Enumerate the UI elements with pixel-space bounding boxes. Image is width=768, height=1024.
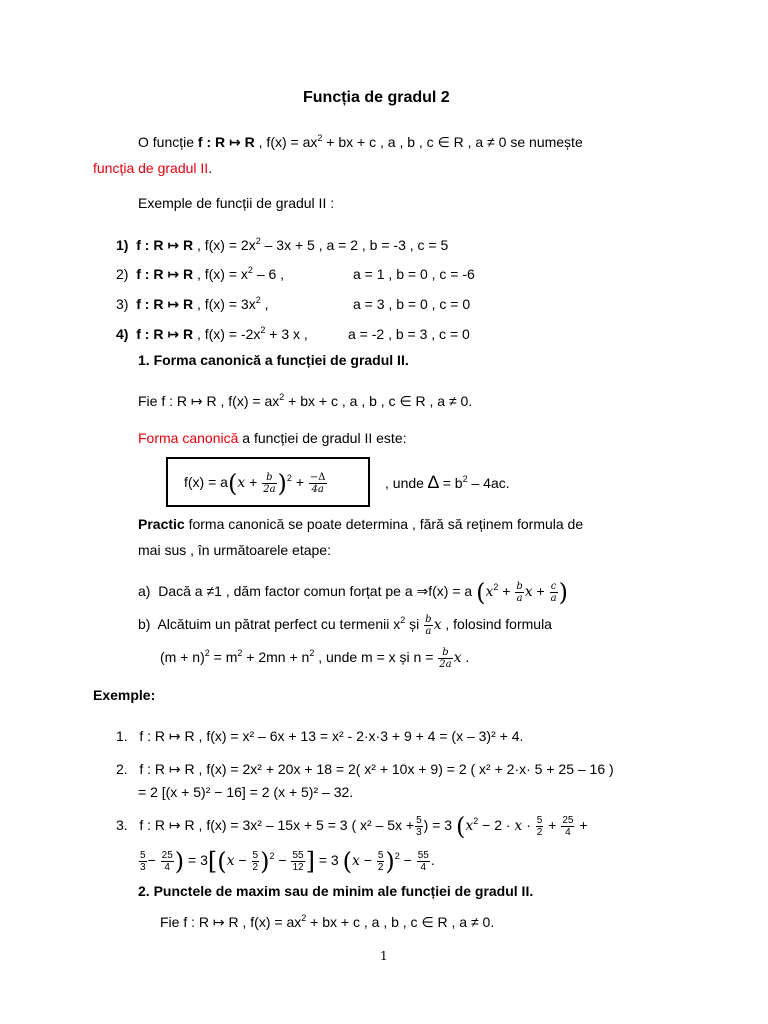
practic-line-2: mai sus , în următoarele etape: xyxy=(138,542,331,558)
section-2-heading: 2. Punctele de maxim sau de minim ale funcției de gradul II. xyxy=(138,883,534,899)
example-coef-4: a = -2 , b = 3 , c = 0 xyxy=(348,326,470,342)
page-title: Funcția de gradul 2 xyxy=(303,89,450,106)
example-item-2: 2) f : R ↦ R , $f(x) = x^2 - 6$ , xyxy=(116,265,285,282)
section-1-definition: Fie f : R ↦ R , $f(x) = ax^2$ + bx + c , a , b , c ∈ R , a ≠ 0. xyxy=(138,392,473,409)
example-item-3: 3) f : R ↦ R , $f(x) = 3x^2$ , xyxy=(116,295,269,312)
intro-line-1: O funcție f : R ↦ R , $f(x) = ax^2$ + bx + c , a , b , c ∈ R , a ≠ 0 se numește xyxy=(138,133,583,150)
example-item-1: 1) f : R ↦ R , $f(x) = 2x^2 - 3x + 5$ , a = 2 , b = -3 , c = 5 xyxy=(116,236,449,253)
example-calc-3-cont: $\frac{5}{3}$ − $\frac{25}{4}$ ) = 3[(x − $\frac{5}{2}$ )$^2$ − $\frac{55}{12}$ ] = 3 (x − $\frac{5}{2}$ )$^2$ − $\frac{55}{4}$ . xyxy=(140,847,435,876)
example-coef-2: a = 1 , b = 0 , c = -6 xyxy=(353,266,475,282)
page-number: 1 xyxy=(380,949,388,963)
example-calc-1: 1. f : R ↦ R , f(x) = x² – 6x + 13 = x² - 2·x·3 + 9 + 4 = (x – 3)² + 4. xyxy=(116,728,524,744)
step-a: a) Dacă a ≠1 , dăm factor comun forțat pe a ⇒f(x) = a ($x^2$ + $\frac{b}{a}$ x + $\frac{c}{a}$ ) xyxy=(138,578,568,607)
exemple-heading: Exemple: xyxy=(93,687,156,703)
section-2-definition: Fie f : R ↦ R , $f(x) = ax^2$ + bx + c , a , b , c ∈ R , a ≠ 0. xyxy=(160,913,495,930)
example-item-4: 4) f : R ↦ R , $f(x) = -2x^2 + 3$ x , xyxy=(116,325,308,342)
example-calc-2: 2. f : R ↦ R , f(x) = 2x² + 20x + 18 = 2( x² + 10x + 9) = 2 ( x² + 2·x· 5 + 25 – 16 ) xyxy=(116,761,614,777)
intro-line-2: funcția de gradul II. xyxy=(93,160,213,176)
section-1-heading: 1. Forma canonică a funcției de gradul II. xyxy=(138,352,409,368)
example-calc-3: 3. f : R ↦ R , f(x) = 3x² – 15x + 5 = 3 ( x² – 5x + $\frac{5}{3}$ ) = 3 ($x^2 - 2 \cdot x$ · $\frac{5}{2}$ + $\frac{25}{4}$ + xyxy=(116,812,588,841)
identity-formula: $(m + n)^2 = m^2 + 2mn + n^2$ , unde m = x și n = $\frac{b}{2a}$ x . xyxy=(160,646,470,670)
examples-heading: Exemple de funcții de gradul II : xyxy=(138,195,335,211)
delta-definition: , unde ∆ = $b^2 - 4ac$. xyxy=(385,472,510,492)
example-calc-2-cont: = 2 [(x + 5)² − 16] = 2 (x + 5)² – 32. xyxy=(138,784,354,800)
step-b: b) Alcătuim un pătrat perfect cu termenii $x^2$ și $\frac{b}{a}$ x , folosind formula xyxy=(138,613,552,637)
canonical-formula: f(x) = a(x + $\frac{b}{2a}$ )$^2$ + $\frac{-\Delta}{4a}$ xyxy=(184,469,326,498)
canonical-form-intro: Forma canonică a funcției de gradul II este: xyxy=(138,430,407,446)
example-coef-3: a = 3 , b = 0 , c = 0 xyxy=(353,296,471,312)
practic-line-1: Practic forma canonică se poate determina , fără să reținem formula de xyxy=(138,516,584,532)
